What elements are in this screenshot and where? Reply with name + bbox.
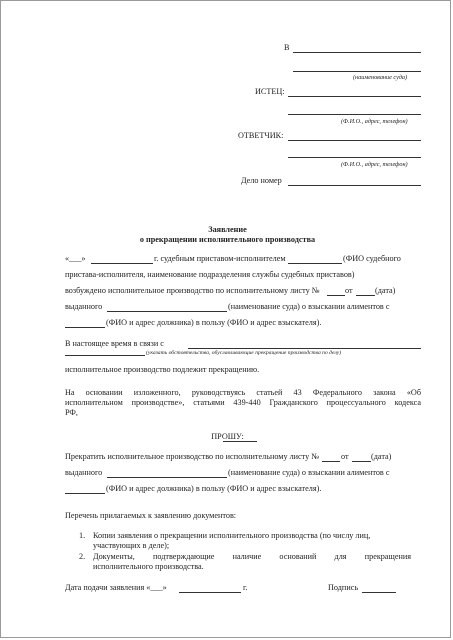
submission-date-line [179, 592, 241, 593]
p1-court-text: (наименование суда) о взыскании алиментов с [228, 302, 390, 311]
p4-line3: (ФИО и адрес должника) в пользу (ФИО и адрес взыскателя). [106, 484, 322, 493]
submission-date-suffix: г. [243, 583, 248, 592]
p3-line3: РФ, [65, 408, 78, 417]
p4-line1-text: Прекратить исполнительное производство по исполнительному листу № [65, 452, 320, 461]
p2-reason-line [188, 348, 421, 349]
case-number-label: Дело номер [241, 176, 282, 185]
p1-bailiff-line [288, 263, 342, 264]
attachment-1-line2: участвующих в деле); [93, 541, 170, 550]
request-underline [223, 441, 257, 442]
plaintiff-label: ИСТЕЦ: [255, 87, 285, 96]
p1-line3-text: возбуждено исполнительное производство по исполнительному листу № [65, 286, 320, 295]
defendant-line [288, 140, 421, 141]
defendant-label: ОТВЕТЧИК: [238, 131, 284, 140]
p4-debtor-line [65, 493, 105, 494]
p1-issued-line [107, 311, 227, 312]
p1-bailiff-text: г. судебным приставом-исполнителем [154, 254, 286, 263]
p4-date-hint: (дата) [371, 452, 392, 461]
p4-issued-text: выданного [65, 468, 103, 477]
p1-from-text: от [345, 286, 353, 295]
defendant-hint: (Ф.И.О., адрес, телефон) [341, 161, 408, 168]
request-heading: ПРОШУ: [211, 432, 244, 441]
court-line-2 [293, 71, 421, 72]
submission-date-label: Дата подачи заявления «___» [65, 583, 167, 592]
p4-from-line [352, 461, 371, 462]
p1-debtor-line [65, 327, 105, 328]
attachment-1-line1: Копии заявления о прекращении исполнительного производства (по числу лиц, [93, 531, 371, 540]
p4-court-text: (наименование суда) о взыскании алиментов с [228, 468, 390, 477]
court-line [293, 52, 421, 53]
p1-date-quote: «___» [65, 254, 86, 263]
p1-line2: пристава-исполнителя, наименование подразделения службы судебных приставов) [65, 270, 355, 279]
attachment-1-number: 1. [79, 531, 86, 540]
p4-issued-line [107, 477, 227, 478]
p4-number-line [322, 461, 340, 462]
p2-line2: исполнительное производство подлежит прекращению. [65, 365, 260, 374]
p1-date-line [91, 263, 153, 264]
p2-line1: В настоящее время в связи с [65, 339, 164, 348]
p2-hint: (указать обстоятельства, обуславливающие прекращение производства по делу) [146, 350, 342, 356]
plaintiff-line-2 [288, 114, 421, 115]
signature-label: Подпись [328, 583, 359, 592]
attachment-2-line1: Документы, подтверждающие наличие оснований для прекращения [93, 552, 411, 561]
p1-fio-text: (ФИО судебного [343, 254, 401, 263]
p2-reason-line-2 [65, 355, 145, 356]
p3-line1: На основании изложенного, руководствуясь статьей 43 Федерального закона «Об [65, 388, 421, 397]
p4-from-text: от [341, 452, 349, 461]
document-title: Заявление [208, 225, 247, 234]
defendant-line-2 [288, 157, 421, 158]
case-number-line [288, 185, 421, 186]
p3-line2: исполнительном производстве», статьями 439-440 Гражданского процессуального кодекса [65, 398, 421, 407]
attachments-title: Перечень прилагаемых к заявлению документов: [65, 511, 237, 520]
p1-issued-text: выданного [65, 302, 103, 311]
plaintiff-line [288, 96, 421, 97]
to-court-label: В [284, 43, 290, 52]
signature-line [362, 592, 396, 593]
p1-number-line [327, 295, 345, 296]
plaintiff-hint: (Ф.И.О., адрес, телефон) [341, 118, 408, 125]
court-hint: (наименование суда) [353, 74, 408, 81]
p1-date-hint: (дата) [375, 286, 396, 295]
document-subtitle: о прекращении исполнительного производства [139, 235, 316, 244]
p1-from-line [356, 295, 375, 296]
attachment-2-line2: исполнительного производства. [93, 562, 204, 571]
attachment-2-number: 2. [79, 552, 86, 561]
p1-line5: (ФИО и адрес должника) в пользу (ФИО и адрес взыскателя). [106, 318, 322, 327]
